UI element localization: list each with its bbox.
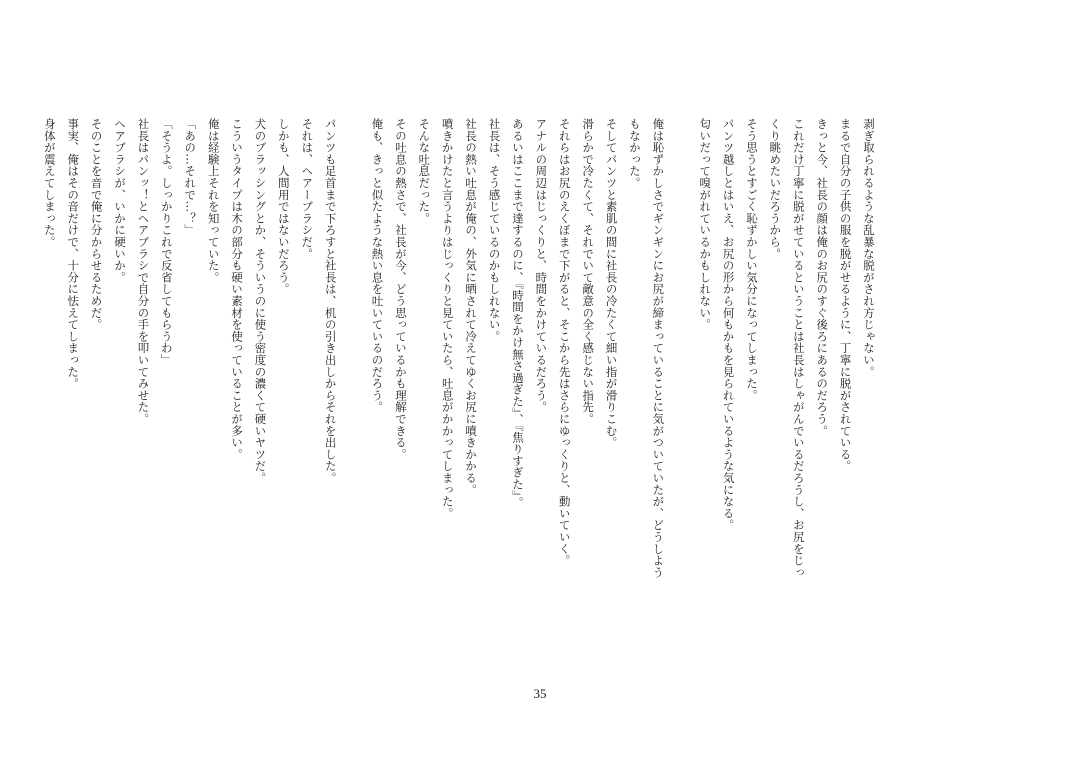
page-number: 35: [533, 686, 547, 701]
text-line: そう思うとすごく恥ずかしい気分になってしまった。: [744, 118, 759, 402]
text-line: 社長の熱い吐息が俺の、外気に晒されて冷えてゆくお尻に噴きかかる。: [464, 118, 479, 496]
text-line: 滑らかで冷たくて、それでいて敵意の全く感じない指先。: [581, 118, 596, 425]
text-line: 噴きかけたと言うよりはじっくりと見ていたら、吐息がかかってしまった。: [440, 118, 455, 520]
text-line: これだけ丁寧に脱がせているということは社長はしゃがんでいるだろうし、お尻をじっ: [791, 118, 806, 579]
text-line: 剥ぎ取られるような乱暴な脱がされ方じゃない。: [862, 118, 876, 378]
text-line: そしてパンツと素肌の間に社長の冷たくて細い指が滑りこむ。: [604, 118, 619, 449]
text-line: 俺は経験上それを知っていた。: [206, 118, 221, 284]
text-line: その吐息の熱さで、社長が今、どう思っているかも理解できる。: [393, 118, 408, 461]
text-line: パンツも足首まで下ろすと社長は、机の引き出しからそれを出した。: [323, 118, 338, 484]
text-line: 俺も、きっと似たような熱い息を吐いているのだろう。: [370, 118, 385, 413]
text-line: そのことを音で俺に分からせるためだ。: [89, 118, 104, 331]
text-line: 俺は恥ずかしさでギンギンにお尻が締まっていることに気がついていたが、どうしよう: [651, 118, 666, 579]
text-line: くり眺めたいだろうから。: [768, 118, 783, 260]
text-line: パンツ越しとはいえ、お尻の形から何もかもを見られているような気になる。: [721, 118, 736, 531]
paragraph-gap: [669, 118, 692, 678]
vertical-text-body: [37, 118, 880, 678]
text-line: 事実、俺はその音だけで、十分に怯えてしまった。: [66, 118, 81, 390]
text-line: しかも、人間用ではないだろう。: [276, 118, 291, 295]
text-line: 社長は、そう感じているのかもしれない。: [487, 118, 502, 343]
text-line: 「そうよ。しっかりこれで反省してもらうわ」: [159, 118, 174, 366]
text-line: 犬のブラッシングとか、そういうのに使う密度の濃くて硬いヤツだ。: [253, 118, 268, 484]
text-line: そんな吐息だった。: [417, 118, 432, 225]
text-line: あるいはここまで達するのに、『時間をかけ無さ過ぎた』、『焦りすぎた』。: [510, 118, 525, 509]
text-line: それらはお尻のえくぼまで下がると、そこから先はさらにゆっくりと、動いていく。: [557, 118, 572, 567]
text-line: もなかった。: [627, 118, 642, 189]
text-line: 社長はパンッ！とヘアブラシで自分の手を叩いてみせた。: [136, 118, 151, 425]
text-line: まるで自分の子供の服を脱がせるように、丁寧に脱がされている。: [838, 118, 853, 472]
text-line: 身体が震えてしまった。: [42, 118, 57, 248]
text-line: それは、ヘアーブラシだ。: [300, 118, 315, 260]
text-line: 「あの…それで…？」: [183, 118, 198, 236]
paragraph-gap: [342, 118, 365, 678]
text-line: アナルの周辺はじっくりと、時間をかけているだろう。: [534, 118, 549, 413]
text-line: こういうタイプは木の部分も硬い素材を使っていることが多い。: [230, 118, 245, 461]
text-line: 匂いだって嗅がれているかもしれない。: [698, 118, 713, 331]
text-line: ヘアブラシが、いかに硬いか。: [113, 118, 128, 284]
text-line: きっと今、社長の顔は俺のお尻のすぐ後ろにあるのだろう。: [815, 118, 830, 437]
